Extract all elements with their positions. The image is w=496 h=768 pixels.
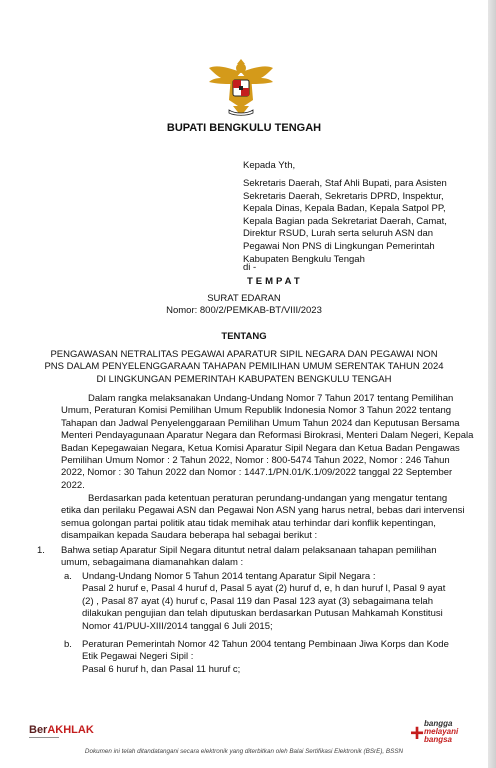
- list-line: umum, sebagaimana diamanahkan dalam :: [61, 557, 244, 569]
- tempat-label: TEMPAT: [247, 276, 303, 287]
- berakhlak-logo: [29, 724, 94, 740]
- paragraph-line: Badan Kepegawaian Negara, Ketua Komisi Aparatur Sipil Negara dan Ketua Badan Pengawas: [61, 442, 460, 454]
- circular-type: SURAT EDARAN: [207, 293, 281, 304]
- paragraph-ethics: [61, 493, 464, 543]
- list-line: Bahwa setiap Aparatur Sipil Negara dituntut netral dalam pelaksanaan tahapan pemilihan: [61, 545, 437, 556]
- list-line: Nomor 41/PUU-XIII/2014 tanggal 6 Juli 2015;: [82, 620, 273, 632]
- logo-word: melayani: [424, 727, 459, 736]
- circular-number: Nomor: 800/2/PEMKAB-BT/VIII/2023: [166, 305, 322, 316]
- paragraph-line: Pemilihan Umum Nomor : 2 Tahun 2022, Nomor : 800-5474 Tahun 2022, Nomor : 246 Tahun: [61, 455, 450, 467]
- recipient-list: [243, 178, 473, 266]
- di-label: di -: [243, 262, 257, 273]
- salutation: Kepada Yth,: [243, 160, 296, 171]
- list-line: (2) , Pasal 87 ayat (4) huruf c, Pasal 119 dan Pasal 123 ayat (3) sebagaimana telah: [82, 595, 434, 607]
- list-line: Undang-Undang Nomor 5 Tahun 2014 tentang Aparatur Sipil Negara :: [82, 571, 376, 582]
- recipient-line: Sekretaris Daerah, Staf Ahli Bupati, para Asisten: [243, 178, 447, 189]
- paragraph-line: etika dan perilaku Pegawai ASN dan Pegawai Non ASN yang harus netral, bebas dari intervensi: [61, 505, 465, 517]
- subject-line: PNS DALAM PENYELENGGARAAN TAHAPAN PEMILIHAN UMUM SERENTAK TAHUN 2024: [44, 361, 444, 373]
- subitem-b-marker: b.: [64, 639, 72, 650]
- list-line: Pasal 6 huruf h, dan Pasal 11 huruf c;: [82, 663, 241, 675]
- recipient-line: Pegawai Non PNS di Lingkungan Pemerintah: [243, 240, 435, 252]
- recipient-line: Kepala Bagian pada Sekretariat Daerah, Camat,: [243, 215, 447, 227]
- logo-word: bangsa: [424, 735, 453, 744]
- paragraph-line: disampaikan kepada Saudara beberapa hal sebagai berikut :: [61, 530, 318, 542]
- plus-icon: +: [410, 720, 425, 747]
- paragraph-line: Berdasarkan pada ketentuan peraturan perundang-undangan yang mengatur tentang: [88, 493, 448, 504]
- paragraph-line: Menteri Pendayagunaan Aparatur Negara dan Reformasi Birokrasi, Menteri Dalam Negeri, Kepala: [61, 430, 474, 442]
- list-line: dilakukan pengujian dan telah diputuskan berdasarkan Putusan Mahkamah Konstitusi: [82, 608, 443, 620]
- logo-tagline-graphic: ▬▬▬▬▬▬▬▬▬▬: [29, 735, 59, 739]
- e-signature-note: Dokumen ini telah ditandatangani secara elektronik yang diterbitkan oleh Balai Sertifikasi Elektronik (BSrE), BSSN: [84, 748, 404, 755]
- subitem-a-marker: a.: [64, 571, 72, 582]
- list-item-1-text: [61, 545, 437, 570]
- circular-header: [0, 293, 488, 317]
- subject-line: PENGAWASAN NETRALITAS PEGAWAI APARATUR SIPIL NEGARA DAN PEGAWAI NON: [50, 349, 438, 360]
- paragraph-line: Dalam rangka melaksanakan Undang-Undang Nomor 7 Tahun 2017 tentang Pemilihan: [88, 393, 454, 404]
- subject-line: DI LINGKUNGAN PEMERINTAH KABUPATEN BENGKULU TENGAH: [96, 373, 392, 385]
- bangga-melayani-bangsa-logo: [410, 718, 470, 748]
- issuer-title: BUPATI BENGKULU TENGAH: [166, 122, 322, 134]
- logo-brand-prefix: Ber: [29, 724, 48, 736]
- circular-subject: [0, 349, 488, 386]
- recipient-line: Sekretaris Daerah, Sekretaris DPRD, Inspektur,: [243, 190, 444, 202]
- paragraph-line: semua golongan partai politik atau tidak memihak atau terhindar dari konflik kepentingan,: [61, 517, 436, 529]
- list-line: Etik Pegawai Negeri Sipil :: [82, 651, 194, 663]
- garuda-emblem: [207, 58, 275, 120]
- page-edge-shadow: [488, 0, 496, 768]
- paragraph-legal-basis: [61, 393, 473, 492]
- about-heading: TENTANG: [221, 331, 267, 342]
- recipient-line: Kabupaten Bengkulu Tengah: [243, 253, 365, 265]
- paragraph-line: Tahapan dan Jadwal Penyelenggaraan Pemilihan Umum Tahun 2024 dan Keputusan Bersama: [61, 417, 460, 429]
- logo-word: bangga: [424, 719, 453, 728]
- paragraph-line: 2022.: [61, 479, 85, 491]
- recipient-line: Direktur RSUD, Lurah serta seluruh ASN dan: [243, 228, 434, 240]
- list-item-1-marker: 1.: [37, 545, 45, 556]
- list-line: Pasal 2 huruf e, Pasal 4 huruf d, Pasal 5 ayat (2) huruf d, e, h dan huruf l, Pasal 9 ayat: [82, 583, 446, 595]
- recipient-line: Kepala Dinas, Kepala Badan, Kepala Satpol PP,: [243, 203, 446, 215]
- logo-brand-suffix: AKHLAK: [47, 724, 94, 736]
- paragraph-line: 2022, Nomor : 30 Tahun 2022 dan Nomor : 1447.1/PN.01/K.1/09/2022 tanggal 22 September: [61, 467, 453, 479]
- subitem-b-text: [82, 639, 449, 676]
- list-line: Peraturan Pemerintah Nomor 42 Tahun 2004 tentang Pembinaan Jiwa Korps dan Kode: [82, 639, 449, 650]
- subitem-a-text: [82, 571, 445, 633]
- paragraph-line: Umum, Peraturan Komisi Pemilihan Umum Republik Indonesia Nomor 3 Tahun 2022 tentang: [61, 405, 452, 417]
